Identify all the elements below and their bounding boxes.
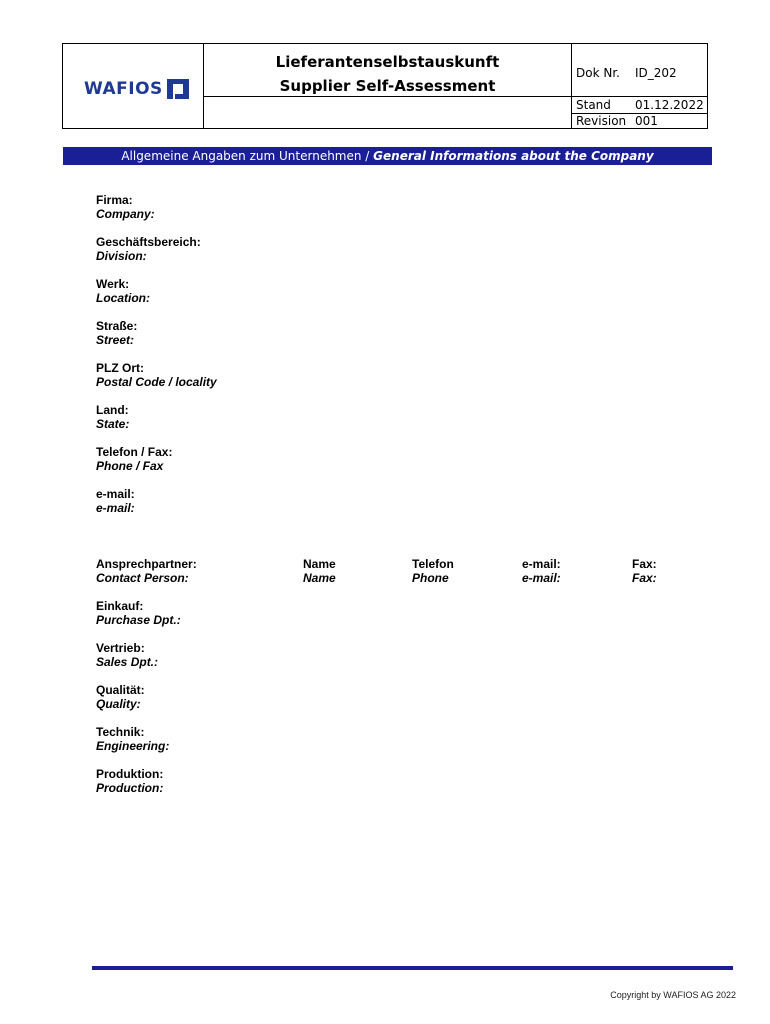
contact-person-header bbox=[96, 557, 197, 585]
field-company bbox=[96, 193, 155, 221]
field-label-de: Land: bbox=[96, 403, 129, 417]
column-label-en: Phone bbox=[412, 571, 449, 585]
footer-divider bbox=[92, 966, 733, 970]
field-street bbox=[96, 319, 137, 347]
column-label-en: e-mail: bbox=[522, 571, 561, 585]
doc-number-cell bbox=[572, 44, 707, 97]
doc-number-label: Dok Nr. bbox=[576, 66, 620, 80]
department-label-de: Vertrieb: bbox=[96, 641, 145, 655]
section-title-german: Allgemeine Angaben zum Unternehmen / bbox=[121, 149, 374, 163]
field-label-en: State: bbox=[96, 417, 130, 431]
wafios-logo bbox=[84, 78, 189, 100]
field-label-de: Werk: bbox=[96, 277, 130, 291]
department-label-en: Quality: bbox=[96, 697, 141, 711]
revision-value: 001 bbox=[635, 114, 658, 128]
field-label-de: PLZ Ort: bbox=[96, 361, 144, 375]
department-label-en: Purchase Dpt.: bbox=[96, 613, 181, 627]
field-postal-code bbox=[96, 361, 217, 389]
department-label-en: Engineering: bbox=[96, 739, 170, 753]
field-email bbox=[96, 487, 135, 515]
field-division bbox=[96, 235, 201, 263]
field-label-en: Division: bbox=[96, 249, 147, 263]
contact-header-en: Contact Person: bbox=[96, 571, 189, 585]
section-heading bbox=[63, 147, 712, 165]
stand-cell bbox=[572, 97, 707, 114]
field-label-en: e-mail: bbox=[96, 501, 135, 515]
column-fax bbox=[632, 557, 657, 585]
column-label-de: Telefon bbox=[412, 557, 454, 571]
title-cell bbox=[204, 44, 572, 97]
field-label-en: Postal Code / locality bbox=[96, 375, 217, 389]
field-label-de: Geschäftsbereich: bbox=[96, 235, 201, 249]
column-label-en: Name bbox=[303, 571, 336, 585]
document-header bbox=[62, 43, 708, 129]
field-state bbox=[96, 403, 129, 431]
department-purchase bbox=[96, 599, 181, 627]
title-english: Supplier Self-Assessment bbox=[279, 77, 496, 95]
department-quality bbox=[96, 683, 145, 711]
department-label-de: Technik: bbox=[96, 725, 145, 739]
doc-number-value: ID_202 bbox=[635, 66, 677, 80]
column-label-de: Fax: bbox=[632, 557, 657, 571]
contact-header-de: Ansprechpartner: bbox=[96, 557, 197, 571]
column-label-de: Name bbox=[303, 557, 336, 571]
department-production bbox=[96, 767, 163, 795]
department-label-de: Einkauf: bbox=[96, 599, 144, 613]
field-label-en: Company: bbox=[96, 207, 155, 221]
department-label-en: Production: bbox=[96, 781, 164, 795]
field-label-de: e-mail: bbox=[96, 487, 135, 501]
field-label-en: Phone / Fax bbox=[96, 459, 164, 473]
revision-label: Revision bbox=[576, 114, 627, 128]
department-label-en: Sales Dpt.: bbox=[96, 655, 159, 669]
logo-text: WAFIOS bbox=[84, 79, 163, 99]
department-engineering bbox=[96, 725, 169, 753]
department-label-de: Qualität: bbox=[96, 683, 145, 697]
copyright-notice: Copyright by WAFIOS AG 2022 bbox=[610, 990, 736, 1000]
column-email bbox=[522, 557, 561, 585]
section-title-english: General Informations about the Company bbox=[373, 149, 654, 163]
stand-value: 01.12.2022 bbox=[635, 98, 704, 112]
field-label-de: Telefon / Fax: bbox=[96, 445, 173, 459]
column-phone bbox=[412, 557, 454, 585]
revision-cell bbox=[572, 114, 707, 128]
field-label-de: Firma: bbox=[96, 193, 133, 207]
logo-cell bbox=[63, 44, 204, 128]
field-label-en: Street: bbox=[96, 333, 135, 347]
logo-mark-icon bbox=[167, 79, 189, 99]
column-label-en: Fax: bbox=[632, 571, 657, 585]
stand-label: Stand bbox=[576, 98, 611, 112]
field-phone-fax bbox=[96, 445, 172, 473]
blank-cell bbox=[204, 97, 572, 128]
column-label-de: e-mail: bbox=[522, 557, 561, 571]
field-label-de: Straße: bbox=[96, 319, 138, 333]
field-label-en: Location: bbox=[96, 291, 150, 305]
department-sales bbox=[96, 641, 158, 669]
department-label-de: Produktion: bbox=[96, 767, 164, 781]
column-name bbox=[303, 557, 336, 585]
title-german: Lieferantenselbstauskunft bbox=[275, 53, 500, 71]
field-location bbox=[96, 277, 150, 305]
